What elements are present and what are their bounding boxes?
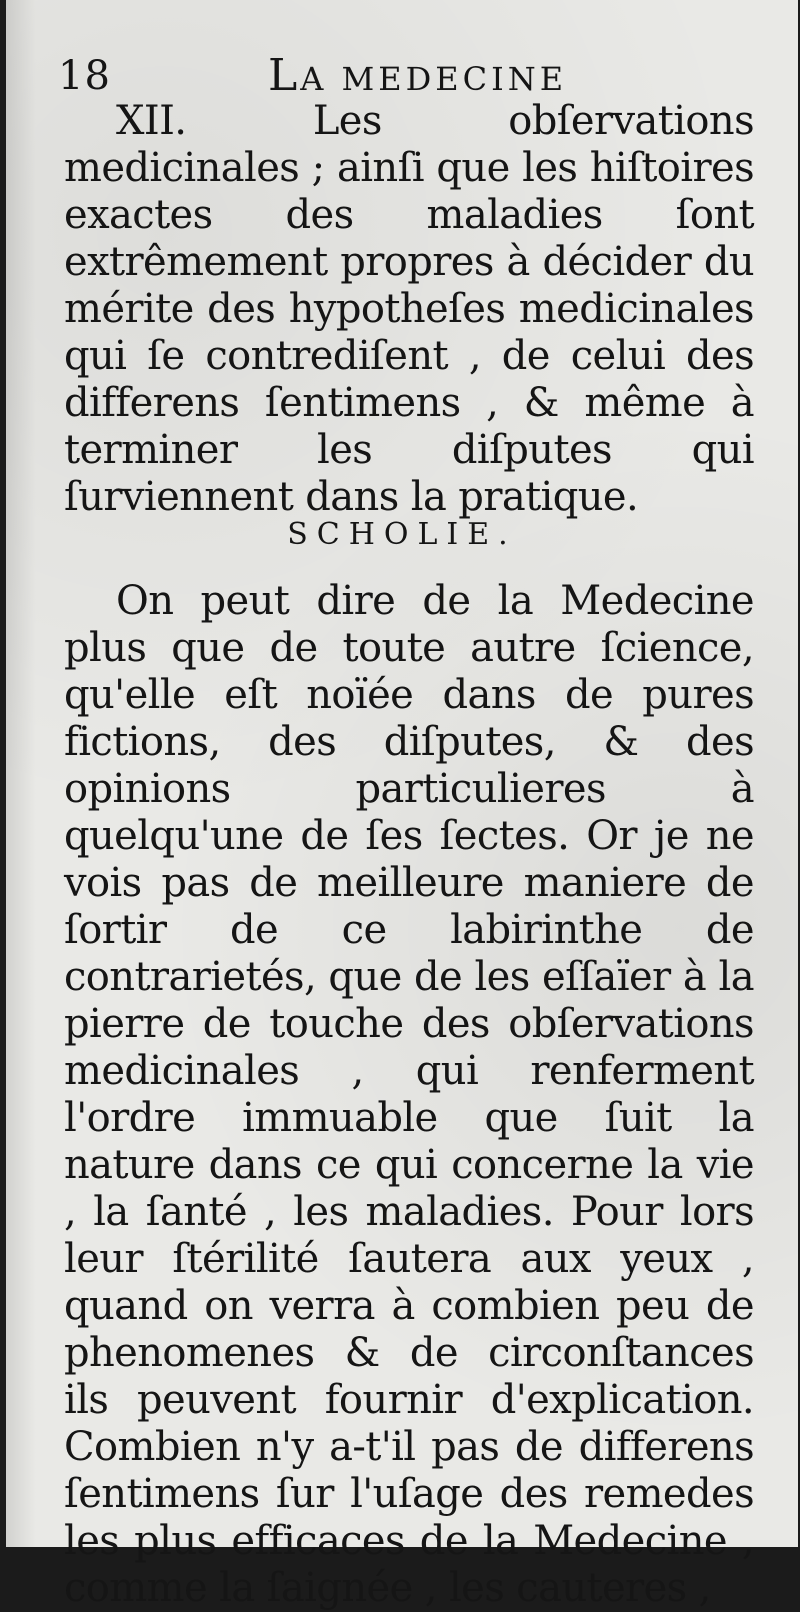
- running-header: [58, 44, 768, 104]
- running-title-initial: L: [268, 50, 301, 101]
- running-title: [268, 52, 567, 103]
- article-xii: [64, 98, 754, 521]
- running-title-rest: A MEDECINE: [300, 60, 568, 98]
- scholie-paragraph: [64, 578, 754, 1612]
- page-number: 18: [58, 53, 111, 99]
- scholie-heading: SCHOLIE.: [287, 517, 517, 552]
- book-page: [6, 0, 798, 1611]
- article-xii-text: XII. Les obſervations medicinales ; ainſi que les hiſtoires exactes des maladies ſont extrêmement propres à décider du mérite des hypotheſes medicinales qui ſe contrediſent , de celui des differens ſentimens , & même à terminer les diſputes qui ſurviennent dans la pratique.: [64, 98, 754, 520]
- scholie-text: On peut dire de la Medecine plus que de toute autre ſcience, qu'elle eſt noïée dans de pures fictions, des diſputes, & des opinions particulieres à quelqu'une de ſes ſectes. Or je ne vois pas de meilleure maniere de ſortir de ce labirinthe de contrarietés, que de les eſſaïer à la pierre de touche des obſervations medicinales , qui renferment l'ordre immuable que ſuit la nature dans ce qui concerne la vie , la ſanté , les maladies. Pour lors leur ſtérilité ſautera aux yeux , quand on verra à combien peu de phenomenes & de circonſtances ils peuvent fournir d'explication. Combien n'y a-t'il pas de differens ſentimens ſur l'uſage des remedes les plus efficaces de la Medecine , comme la ſaignée , les cauteres ,: [64, 578, 754, 1611]
